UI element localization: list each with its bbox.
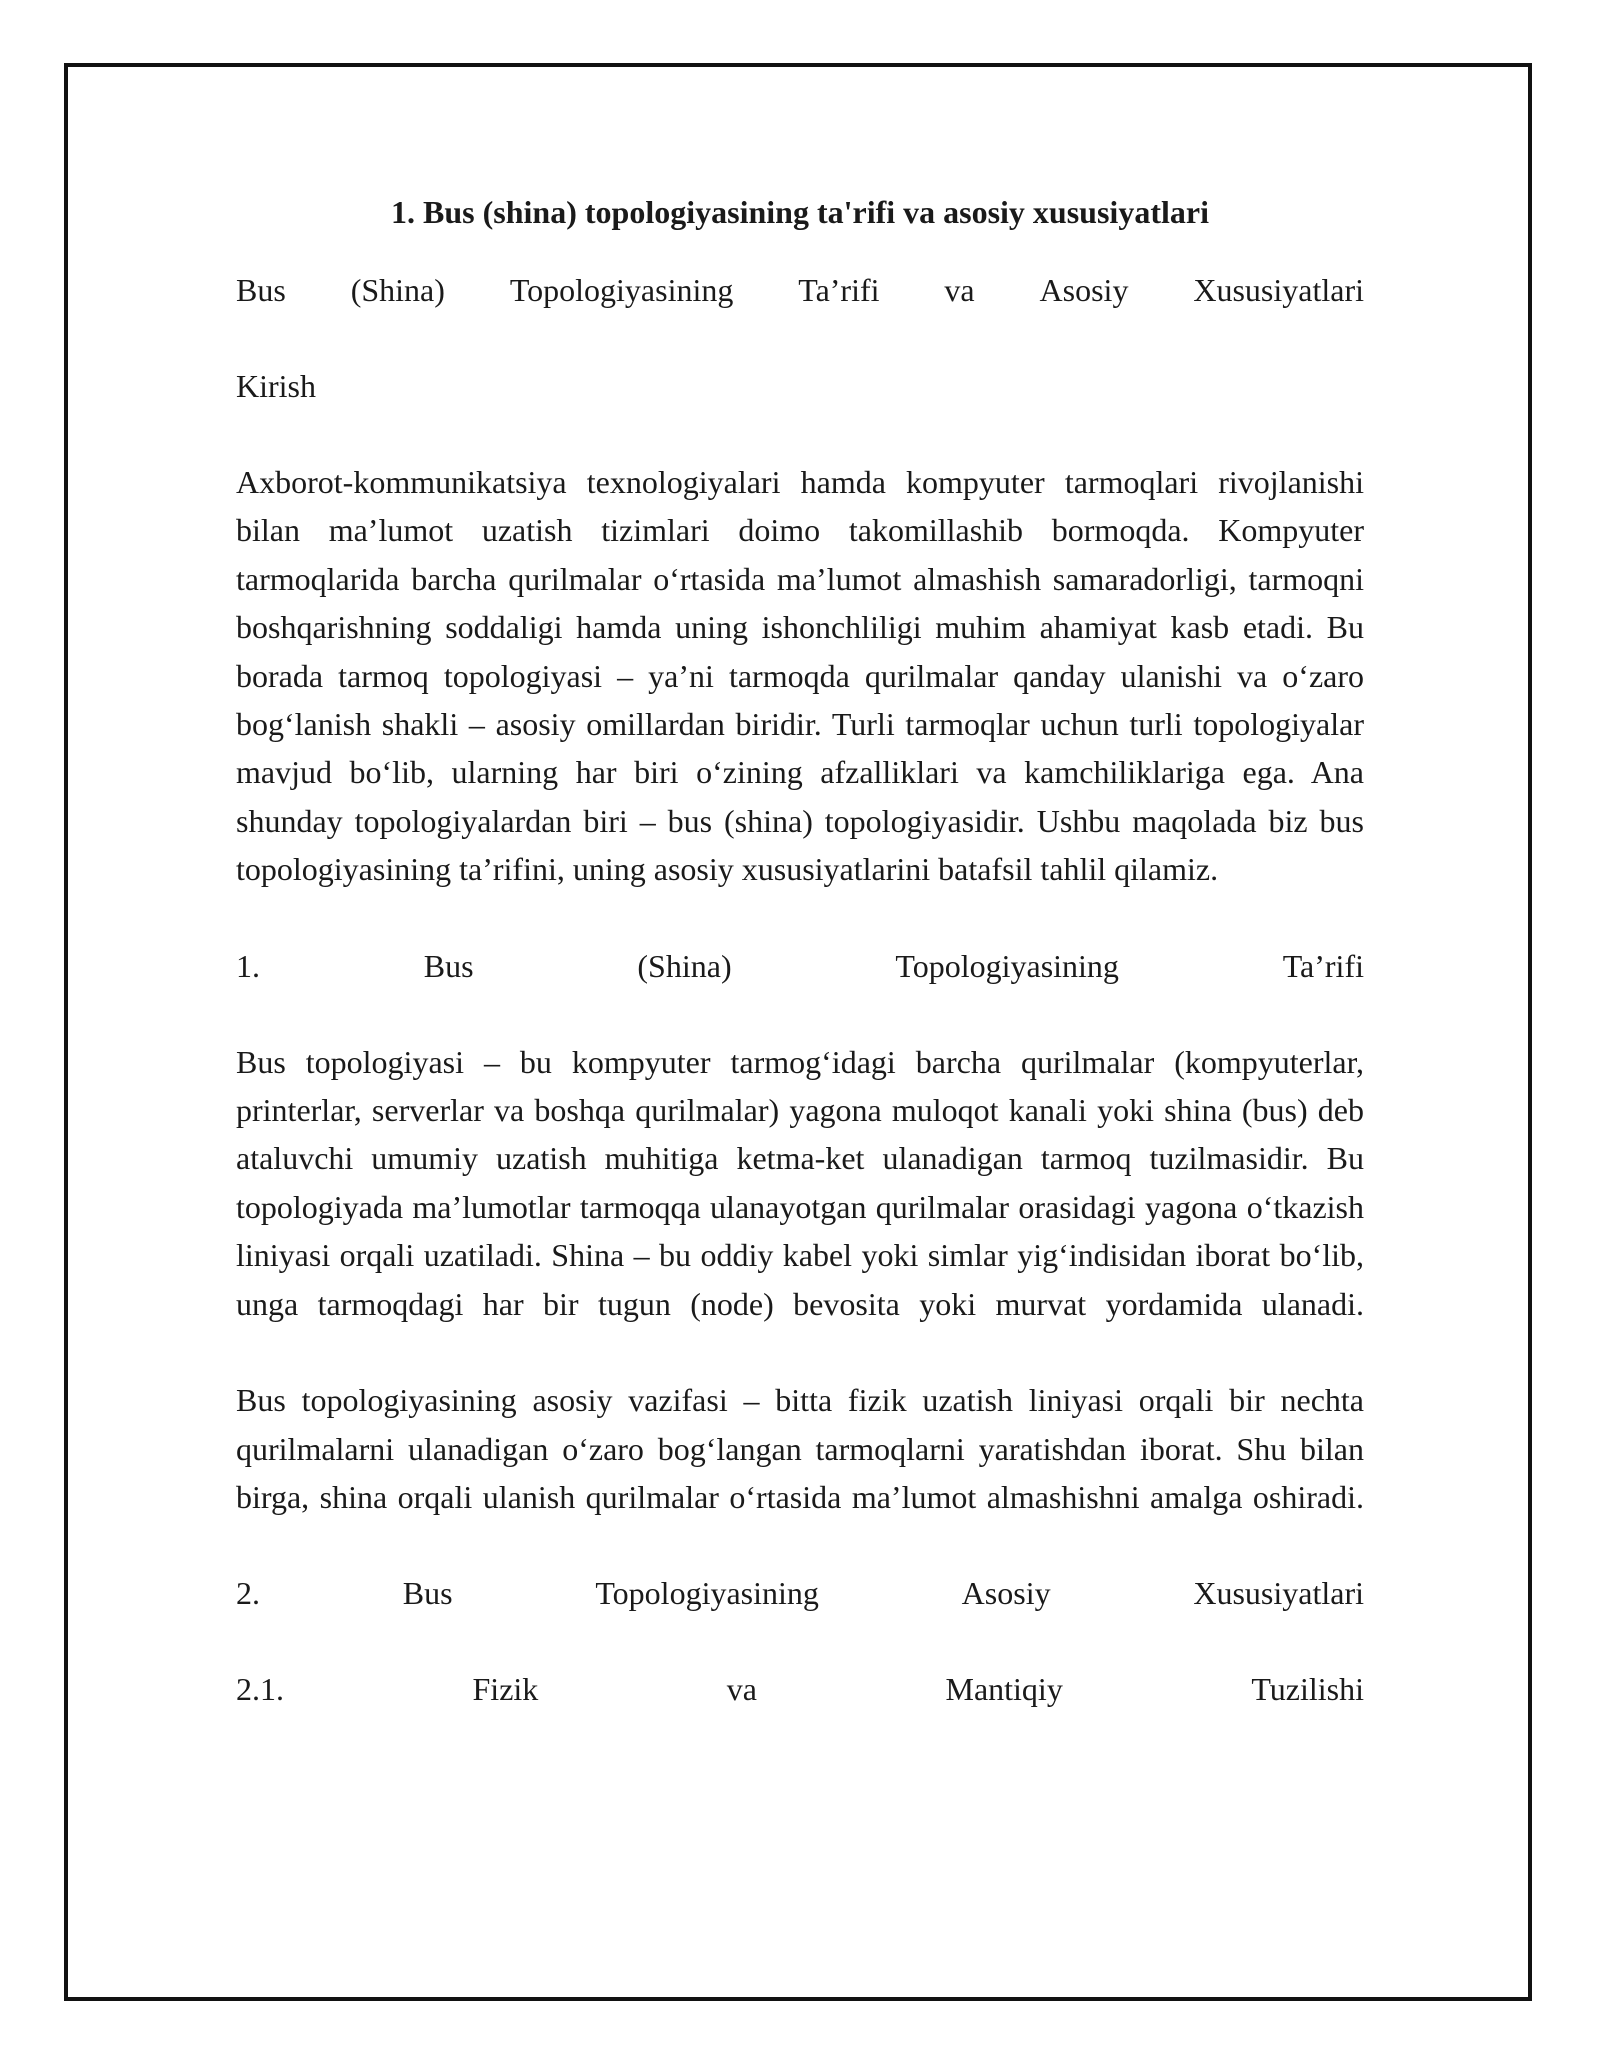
section1-heading-word: 1. (236, 947, 260, 984)
subtitle-word: Ta’rifi (798, 272, 880, 308)
section2-1-heading-word: va (726, 1671, 757, 1708)
subtitle-word: Topologiyasining (509, 272, 734, 308)
section2-1-heading (236, 1665, 1364, 1713)
section2-1-heading-word: Tuzilishi (1251, 1671, 1364, 1708)
subtitle-word: (Shina) (350, 272, 445, 308)
document-title: 1. Bus (shina) topologiyasining ta'rifi va asosiy xususiyatlari (391, 194, 1209, 230)
section1-heading-word: (Shina) (637, 947, 732, 984)
section1-heading-word: Bus (423, 947, 474, 984)
section1-paragraph-1: Bus topologiyasi – bu kompyuter tarmog‘idagi barcha qurilmalar (kompyuterlar, printerlar, serverlar va boshqa qurilmalar) yagona muloqot kanali yoki shina (bus) deb ataluvchi umumiy uzatish muhitiga ketma-ket ulanadigan tarmoq tuzilmasidir. Bu topologiyada ma’lumotlar tarmoqqa ulanayotgan qurilmalar orasidagi yagona o‘tkazish liniyasi orqali uzatiladi. Shina – bu oddiy kabel yoki simlar yig‘indisidan iborat bo‘lib, unga tarmoqdagi har bir tugun (node) bevosita yoki murvat yordamida ulanadi. (236, 1043, 1364, 1322)
section1-paragraph-2: Bus topologiyasining asosiy vazifasi – bitta fizik uzatish liniyasi orqali bir nechta qurilmalarni ulanadigan o‘zaro bog‘langan tarmoqlarni yaratishdan iborat. Shu bilan birga, shina orqali ulanish qurilmalar o‘rtasida ma’lumot almashishni amalga oshiradi. (236, 1382, 1364, 1515)
section2-1-heading-word: Fizik (472, 1671, 539, 1708)
intro-paragraph: Axborot-kommunikatsiya texnologiyalari hamda kompyuter tarmoqlari rivojlanishi bilan ma’lumot uzatish tizimlari doimo takomillashib bormoqda. Kompyuter tarmoqlarida barcha qurilmalar o‘rtasida ma’lumot almashish samaradorligi, tarmoqni boshqarishning soddaligi hamda uning ishonchliligi muhim ahamiyat kasb etadi. Bu borada tarmoq topologiyasi – ya’ni tarmoqda qurilmalar qanday ulanishi va o‘zaro bog‘lanish shakli – asosiy omillardan biridir. Turli tarmoqlar uchun turli topologiyalar mavjud bo‘lib, ularning har biri o‘zining afzalliklari va kamchiliklariga ega. Ana shunday topologiyalardan biri – bus (shina) topologiyasidir. Ushbu maqolada biz bus topologiyasining ta’rifini, uning asosiy xususiyatlarini batafsil tahlil qilamiz. (236, 464, 1364, 888)
section2-heading-word: 2. (236, 1575, 260, 1612)
section2-1-heading-word: 2.1. (236, 1671, 284, 1708)
section1-heading-word: Ta’rifi (1282, 947, 1364, 984)
section1-heading-word: Topologiyasining (895, 947, 1119, 984)
subtitle-word: Bus (236, 272, 286, 308)
section2-heading-word: Bus (402, 1575, 453, 1612)
subtitle-word: va (944, 272, 975, 308)
subtitle-word: Asosiy (1039, 272, 1129, 308)
document-body (236, 188, 1364, 1761)
intro-heading: Kirish (236, 368, 316, 404)
section1-heading (236, 942, 1364, 990)
subtitle-line (236, 266, 1364, 314)
section2-heading-word: Topologiyasining (595, 1575, 819, 1612)
section2-heading-word: Asosiy (961, 1575, 1051, 1612)
section2-1-heading-word: Mantiqiy (945, 1671, 1063, 1708)
section2-heading-word: Xususiyatlari (1193, 1575, 1364, 1612)
subtitle-word: Xususiyatlari (1193, 272, 1364, 308)
section2-heading (236, 1569, 1364, 1617)
